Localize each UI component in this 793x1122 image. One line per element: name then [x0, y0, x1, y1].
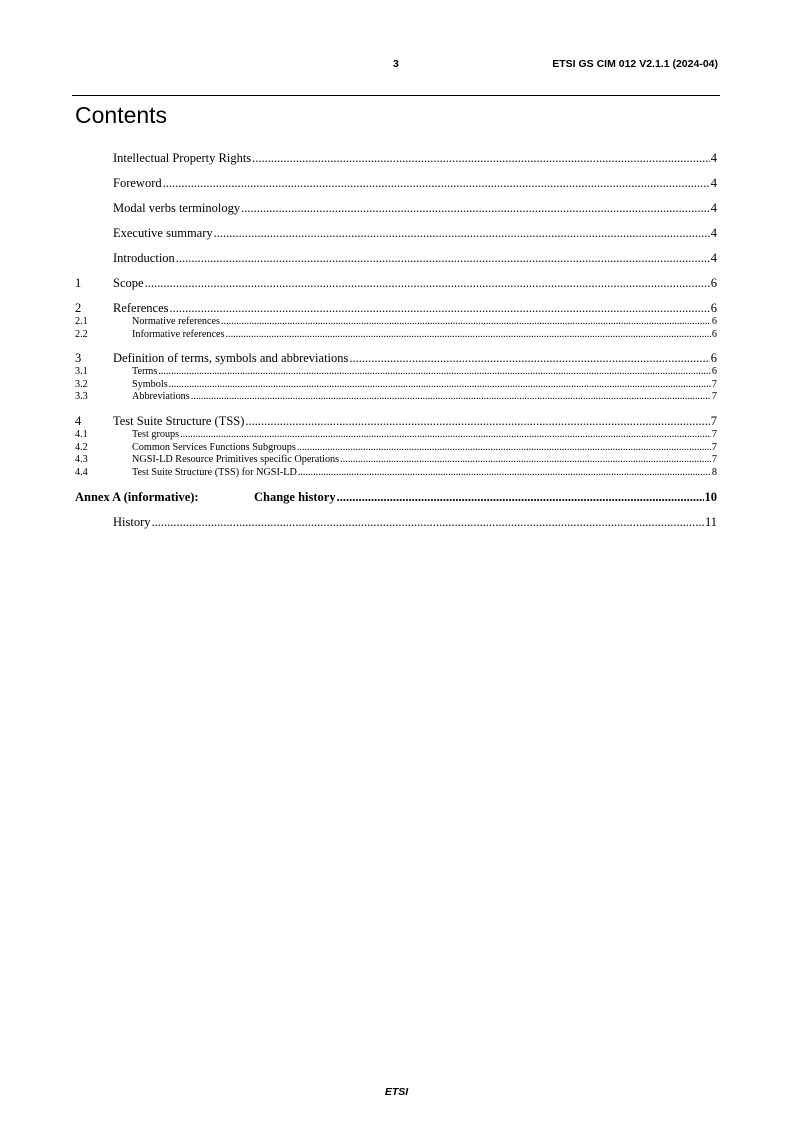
toc-entry[interactable] [75, 350, 717, 366]
toc-entry-title: Definition of terms, symbols and abbreviations [113, 351, 349, 366]
toc-entry-page: 11 [704, 515, 717, 530]
toc-dot-leader [214, 225, 710, 241]
toc-entry[interactable] [75, 200, 717, 216]
toc-entry-page: 4 [710, 251, 717, 265]
toc-entry[interactable] [75, 391, 717, 404]
toc-entry-page: 6 [710, 351, 717, 366]
toc-entry-title: Test groups [132, 428, 180, 440]
toc-dot-leader [337, 489, 704, 505]
toc-dot-leader [245, 413, 709, 429]
toc-entry[interactable] [75, 514, 717, 530]
toc-entry[interactable] [75, 275, 717, 291]
toc-entry-title: Test Suite Structure (TSS) [113, 413, 245, 428]
toc-dot-leader [152, 514, 704, 530]
toc-dot-leader [225, 329, 710, 342]
toc-entry-number: 2.2 [75, 328, 88, 340]
toc-entry[interactable] [75, 316, 717, 329]
toc-entry-title: Abbreviations [132, 391, 190, 403]
toc-entry-title: Modal verbs terminology [113, 201, 241, 215]
toc-entry[interactable] [75, 379, 717, 392]
document-id: ETSI GS CIM 012 V2.1.1 (2024-04) [552, 58, 718, 70]
toc-dot-leader [163, 175, 710, 191]
toc-dot-leader [252, 150, 710, 166]
toc-entry-title: Scope [113, 276, 144, 290]
toc-entry-title: Test Suite Structure (TSS) for NGSI-LD [132, 466, 297, 478]
toc-dot-leader [298, 467, 711, 480]
toc-entry-number: 4 [75, 413, 82, 428]
toc-entry[interactable] [75, 175, 717, 191]
toc-entry-annex[interactable] [75, 489, 717, 505]
toc-entry-number: 2.1 [75, 316, 88, 327]
toc-entry-number: 4.3 [75, 454, 88, 466]
toc-dot-leader [241, 200, 710, 216]
toc-entry[interactable] [75, 150, 717, 166]
toc-entry-number: 2 [75, 301, 82, 315]
toc-entry-title: Introduction [113, 251, 175, 265]
toc-entry[interactable] [75, 454, 717, 467]
toc-dot-leader [170, 300, 710, 316]
toc-dot-leader [158, 366, 711, 379]
toc-entry-title: Executive summary [113, 226, 213, 240]
toc-entry-title: References [113, 301, 169, 315]
toc-dot-leader [349, 350, 709, 366]
toc-entry-page: 6 [710, 276, 717, 290]
toc-dot-leader [180, 429, 711, 442]
toc-entry-number: 3.1 [75, 366, 88, 378]
toc-entry-page: 6 [711, 366, 717, 378]
toc-entry-page: 4 [710, 151, 717, 165]
page-footer: ETSI [384, 1086, 409, 1098]
toc-entry-number: 1 [75, 276, 82, 290]
toc-entry-page: 7 [711, 441, 717, 453]
page-header [75, 55, 720, 75]
toc-entry[interactable] [75, 300, 717, 316]
toc-entry[interactable] [75, 366, 717, 379]
toc-entry-title: Normative references [132, 316, 220, 327]
toc-dot-leader [340, 454, 711, 467]
toc-entry[interactable] [75, 429, 717, 442]
toc-entry-page: 4 [710, 201, 717, 215]
toc-dot-leader [191, 391, 711, 404]
toc-entry-title: Symbols [132, 378, 168, 390]
header-rule [72, 95, 720, 96]
toc-entry-title: Informative references [132, 328, 225, 340]
toc-entry-number: 4.2 [75, 441, 88, 453]
table-of-contents [75, 145, 717, 530]
toc-dot-leader [145, 275, 710, 291]
toc-entry[interactable] [75, 225, 717, 241]
toc-entry-number: Annex A (informative): [75, 490, 199, 505]
toc-entry-page: 10 [704, 490, 717, 505]
toc-entry-page: 7 [711, 391, 717, 403]
toc-entry-page: 6 [710, 301, 717, 315]
toc-entry-title: Intellectual Property Rights [113, 151, 252, 165]
toc-entry-title: Common Services Functions Subgroups [132, 441, 296, 453]
toc-entry-page: 6 [711, 316, 717, 327]
toc-entry[interactable] [75, 467, 717, 480]
toc-entry-title: Terms [132, 366, 158, 378]
toc-entry[interactable] [75, 250, 717, 266]
toc-entry-title: Foreword [113, 176, 162, 190]
toc-entry-page: 4 [710, 176, 717, 190]
toc-entry-page: 7 [711, 428, 717, 440]
toc-entry-page: 7 [711, 454, 717, 466]
toc-entry-page: 4 [710, 226, 717, 240]
toc-entry-title: Change history [254, 490, 336, 505]
toc-entry-page: 7 [711, 378, 717, 390]
toc-entry-number: 4.1 [75, 428, 88, 440]
toc-entry[interactable] [75, 329, 717, 342]
toc-entry-page: 7 [710, 413, 717, 428]
toc-entry-number: 4.4 [75, 466, 88, 478]
toc-entry-number: 3 [75, 351, 82, 366]
toc-dot-leader [169, 379, 711, 392]
toc-dot-leader [297, 442, 711, 455]
toc-entry-title: NGSI-LD Resource Primitives specific Operations [132, 454, 340, 466]
page-number: 3 [393, 58, 399, 70]
toc-dot-leader [221, 316, 711, 329]
toc-entry-title: History [113, 515, 151, 530]
toc-entry[interactable] [75, 442, 717, 455]
contents-title: Contents [75, 102, 168, 128]
toc-entry-page: 8 [711, 466, 717, 478]
toc-entry-number: 3.2 [75, 378, 88, 390]
toc-dot-leader [176, 250, 710, 266]
toc-entry-page: 6 [711, 328, 717, 340]
toc-entry[interactable] [75, 413, 717, 429]
toc-entry-number: 3.3 [75, 391, 88, 403]
